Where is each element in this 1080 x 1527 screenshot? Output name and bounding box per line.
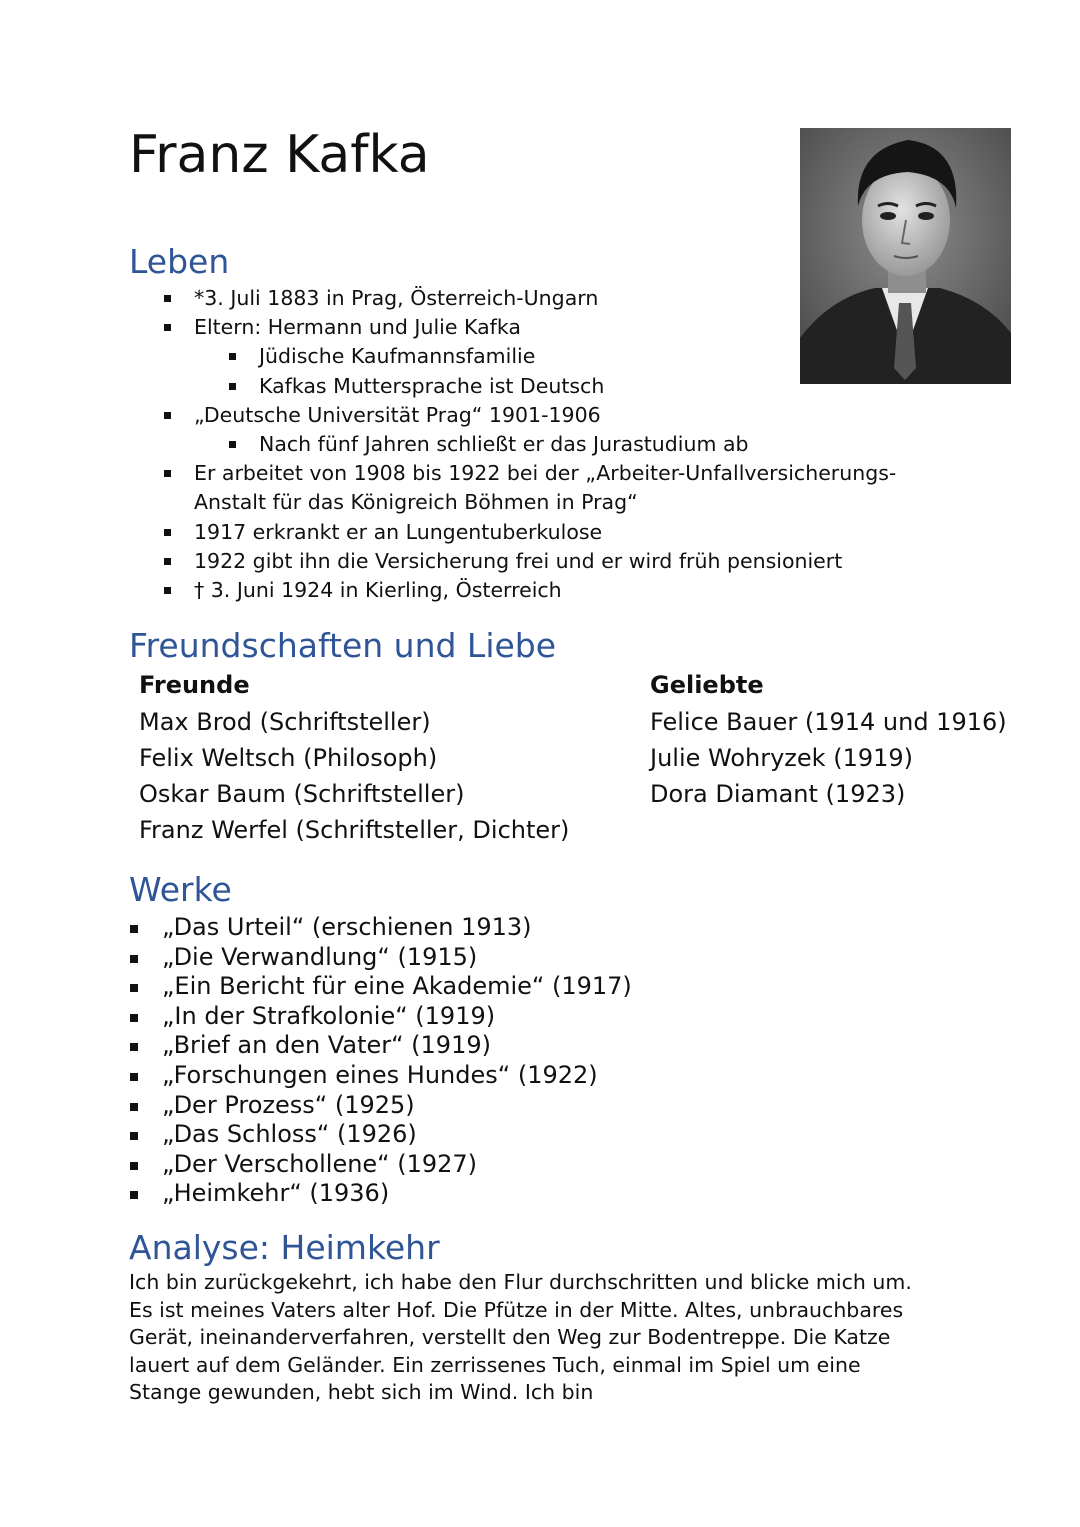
list-item-text: Jüdische Kaufmannsfamilie (259, 344, 536, 369)
bullet-icon (130, 1191, 138, 1199)
werk-title: „Das Schloss“ (1926) (162, 1120, 417, 1149)
bullet-icon (130, 1132, 138, 1140)
list-item-text: Anstalt für das Königreich Böhmen in Prag“ (194, 490, 638, 515)
analyse-heading: Analyse: Heimkehr (129, 1228, 440, 1267)
bullet-icon (164, 529, 171, 536)
freund-item: Franz Werfel (Schriftsteller, Dichter) (139, 816, 570, 844)
list-item (129, 576, 1029, 605)
list-item-text: „Deutsche Universität Prag“ 1901-1906 (194, 402, 601, 427)
bullet-icon (229, 383, 236, 390)
bullet-icon (164, 587, 171, 594)
freundschaften-heading: Freundschaften und Liebe (129, 626, 557, 665)
page-title: Franz Kafka (129, 125, 430, 185)
werk-item (129, 1031, 829, 1061)
list-item-continuation (129, 488, 1029, 517)
werk-item (129, 1150, 829, 1180)
freunde-header: Freunde (139, 671, 250, 699)
list-item-text: † 3. Juni 1924 in Kierling, Österreich (194, 578, 562, 603)
list-item (129, 372, 1029, 401)
geliebte-item: Felice Bauer (1914 und 1916) (650, 708, 1007, 736)
werk-item (129, 913, 829, 943)
werk-title: „Der Prozess“ (1925) (162, 1090, 415, 1119)
werk-item (129, 972, 829, 1002)
bullet-icon (130, 984, 138, 992)
list-item-text: Eltern: Hermann und Julie Kafka (194, 315, 521, 340)
list-item (129, 547, 1029, 576)
bullet-icon (229, 353, 236, 360)
werk-item (129, 1179, 829, 1209)
werke-list (129, 913, 829, 1209)
bullet-icon (130, 1073, 138, 1081)
freund-item: Felix Weltsch (Philosoph) (139, 744, 438, 772)
bullet-icon (130, 1043, 138, 1051)
freund-item: Max Brod (Schriftsteller) (139, 708, 431, 736)
list-item-text: 1922 gibt ihn die Versicherung frei und er wird früh pensioniert (194, 548, 843, 573)
bullet-icon (130, 1162, 138, 1170)
list-item-text: Nach fünf Jahren schließt er das Jurastudium ab (259, 432, 749, 457)
geliebte-item: Julie Wohryzek (1919) (650, 744, 914, 772)
werk-item (129, 1120, 829, 1150)
geliebte-item: Dora Diamant (1923) (650, 780, 906, 808)
geliebte-column (650, 670, 1060, 812)
werk-title: „Der Verschollene“ (1927) (162, 1149, 478, 1178)
list-item (129, 518, 1029, 547)
list-item (129, 342, 1029, 371)
werk-title: „In der Strafkolonie“ (1919) (162, 1001, 496, 1030)
werk-title: „Forschungen eines Hundes“ (1922) (162, 1060, 598, 1089)
bullet-icon (164, 470, 171, 477)
werke-heading: Werke (129, 870, 232, 909)
analyse-text: Ich bin zurückgekehrt, ich habe den Flur durchschritten und blicke mich um. Es ist meines Vaters alter Hof. Die Pfütze in der Mitte. Altes, unbrauchbares Gerät, ineinanderverfahren, verstellt den Weg zur Bodentreppe. Die Katze lauert auf dem Geländer. Ein zerrissenes Tuch, einmal im Spiel um eine Stange gewunden, hebt sich im Wind. Ich bin (129, 1270, 912, 1404)
bullet-icon (130, 925, 138, 933)
bullet-icon (130, 1014, 138, 1022)
list-item (129, 459, 1029, 488)
leben-list (129, 284, 1029, 605)
werk-title: „Das Urteil“ (erschienen 1913) (162, 913, 532, 941)
werk-item (129, 943, 829, 973)
freund-item: Oskar Baum (Schriftsteller) (139, 780, 465, 808)
list-item-text: Er arbeitet von 1908 bis 1922 bei der „Arbeiter-Unfallversicherungs- (194, 461, 897, 486)
werk-item (129, 1091, 829, 1121)
list-item (129, 284, 1029, 313)
list-item-text: *3. Juli 1883 in Prag, Österreich-Ungarn (194, 286, 599, 310)
bullet-icon (164, 558, 171, 565)
werk-title: „Ein Bericht für eine Akademie“ (1917) (162, 972, 632, 1001)
list-item (129, 430, 1029, 459)
freunde-column (139, 670, 619, 848)
bullet-icon (164, 324, 171, 331)
list-item-text: Kafkas Muttersprache ist Deutsch (259, 373, 605, 398)
bullet-icon (164, 412, 171, 419)
list-item-text: 1917 erkrankt er an Lungentuberkulose (194, 519, 603, 544)
list-item (129, 313, 1029, 342)
werk-item (129, 1061, 829, 1091)
bullet-icon (164, 295, 171, 302)
werk-title: „Die Verwandlung“ (1915) (162, 942, 478, 971)
werk-item (129, 1002, 829, 1032)
werk-title: „Heimkehr“ (1936) (162, 1179, 390, 1208)
leben-heading: Leben (129, 242, 230, 281)
bullet-icon (130, 1103, 138, 1111)
list-item (129, 401, 1029, 430)
bullet-icon (229, 441, 236, 448)
geliebte-header: Geliebte (650, 671, 764, 699)
bullet-icon (130, 955, 138, 963)
werk-title: „Brief an den Vater“ (1919) (162, 1031, 491, 1060)
